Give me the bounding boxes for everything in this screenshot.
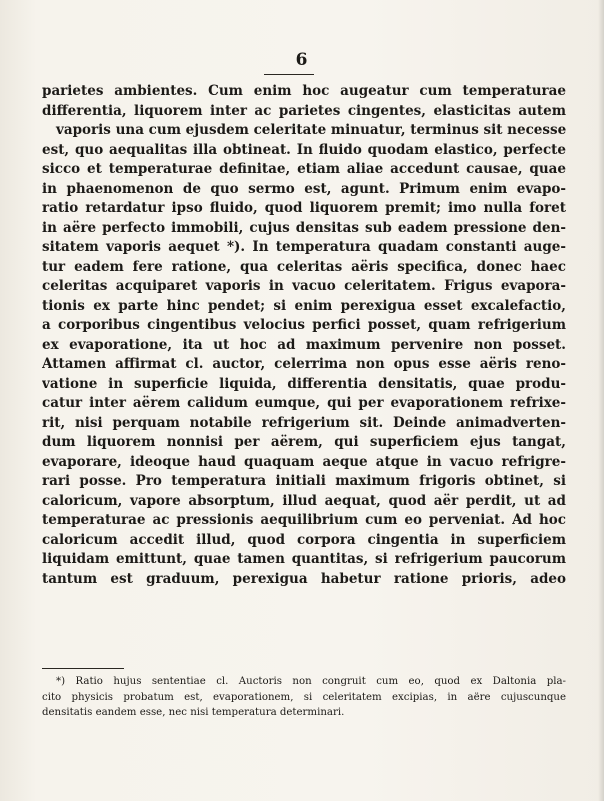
text-line: sitatem vaporis aequet *). In temperatura quadam constanti auge- bbox=[42, 239, 566, 255]
text-line: temperaturae ac pressionis aequilibrium cum eo perveniat. Ad hoc bbox=[42, 512, 566, 528]
page-number-rule bbox=[264, 74, 314, 75]
text-line: catur inter aërem calidum eumque, qui per evaporationem refrixe- bbox=[42, 395, 566, 411]
text-line: tantum est graduum, perexigua habetur ratione prioris, adeo bbox=[42, 570, 566, 587]
footnote-rule bbox=[42, 668, 124, 669]
text-line: Attamen affirmat cl. auctor, celerrima non opus esse aëris reno- bbox=[42, 356, 566, 372]
text-line: ex evaporatione, ita ut hoc ad maximum pervenire non posset. bbox=[42, 336, 566, 353]
text-line: parietes ambientes. Cum enim hoc augeatur cum temperaturae bbox=[42, 83, 566, 99]
text-line: liquidam emittunt, quae tamen quantitas, si refrigerium paucorum bbox=[42, 551, 566, 567]
text-line: differentia, liquorem inter ac parietes cingentes, elasticitas autem bbox=[42, 102, 566, 119]
text-line: rari posse. Pro temperatura initiali maximum frigoris obtinet, si bbox=[42, 473, 566, 489]
footnote-line: densitatis eandem esse, nec nisi temperatura determinari. bbox=[42, 707, 345, 718]
body-text bbox=[42, 82, 566, 589]
text-line: rit, nisi perquam notabile refrigerium sit. Deinde animadverten- bbox=[42, 414, 566, 431]
text-line: in phaenomenon de quo sermo est, agunt. Primum enim evapo- bbox=[42, 180, 566, 197]
text-line: dum liquorem nonnisi per aërem, qui superficiem ejus tangat, bbox=[42, 434, 566, 450]
text-line: vaporis una cum ejusdem celeritate minuatur, terminus sit necesse bbox=[56, 122, 566, 138]
text-line: caloricum accedit illud, quod corpora cingentia in superficiem bbox=[42, 531, 566, 548]
footnote-line: *) Ratio hujus sententiae cl. Auctoris non congruit cum eo, quod ex Daltonia pla- bbox=[56, 676, 566, 687]
text-line: caloricum, vapore absorptum, illud aequat, quod aër perdit, ut ad bbox=[42, 492, 566, 509]
footnote-line: cito physicis probatum est, evaporationem, si celeritatem excipias, in aëre cujuscunque bbox=[42, 691, 566, 703]
text-line: sicco et temperaturae definitae, etiam aliae accedunt causae, quae bbox=[42, 161, 566, 177]
text-line: est, quo aequalitas illa obtineat. In fluido quodam elastico, perfecte bbox=[42, 141, 566, 158]
text-line: celeritas acquiparet vaporis in vacuo celeritatem. Frigus evapora- bbox=[42, 278, 566, 294]
text-line: evaporare, ideoque haud quaquam aeque atque in vacuo refrigre- bbox=[42, 453, 566, 470]
text-line: in aëre perfecto immobili, cujus densitas sub eadem pressione den- bbox=[42, 219, 566, 236]
text-line: tur eadem fere ratione, qua celeritas aëris specifica, donec haec bbox=[42, 258, 566, 275]
text-line: ratio retardatur ipso fluido, quod liquorem premit; imo nulla foret bbox=[42, 200, 566, 216]
text-line: a corporibus cingentibus velocius perfici posset, quam refrigerium bbox=[42, 317, 566, 333]
page-edge-shadow bbox=[598, 0, 604, 801]
text-line: tionis ex parte hinc pendet; si enim perexigua esset excalefactio, bbox=[42, 297, 566, 314]
text-line: vatione in superficie liquida, differentia densitatis, quae produ- bbox=[42, 375, 566, 392]
footnote bbox=[42, 674, 566, 721]
page-number: 6 bbox=[295, 50, 309, 70]
